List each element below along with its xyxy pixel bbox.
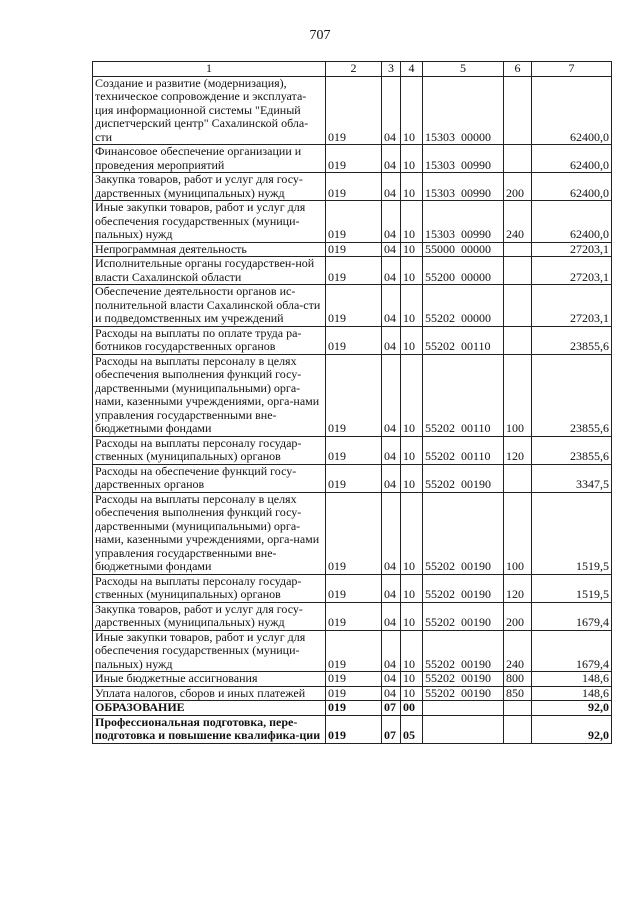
section-code-cell: 04: [382, 145, 401, 173]
amount-cell: 148,6: [532, 686, 612, 701]
expense-kind-cell: 240: [504, 630, 532, 672]
ministry-code-cell: 019: [326, 686, 382, 701]
amount-cell: 23855,6: [532, 436, 612, 464]
column-number: 5: [423, 62, 504, 77]
expense-kind-cell: [504, 76, 532, 145]
table-row: [93, 354, 612, 436]
ministry-code-cell: 019: [326, 145, 382, 173]
ministry-code-cell: 019: [326, 285, 382, 327]
ministry-code-cell: 019: [326, 464, 382, 492]
expense-name-cell: Расходы на выплаты персоналу в целях обеспечения выполнения функций госу-дарственными (муниципальными) орга-нами, казенными учреждениями, орга-нами управления государственными вне-бюджетными фондами: [93, 354, 326, 436]
target-article-cell: 55202 00110: [423, 326, 504, 354]
target-article-cell: 55202 00110: [423, 436, 504, 464]
expense-name-cell: Расходы на выплаты персоналу государ-ственных (муниципальных) органов: [93, 574, 326, 602]
subsection-code-cell: 10: [401, 145, 423, 173]
amount-cell: 23855,6: [532, 326, 612, 354]
table-row: [93, 257, 612, 285]
column-number: 1: [93, 62, 326, 77]
subsection-code-cell: 10: [401, 436, 423, 464]
target-article-cell: 15303 00990: [423, 201, 504, 243]
expense-name-cell: Исполнительные органы государствен-ной власти Сахалинской области: [93, 257, 326, 285]
expense-name-cell: Расходы на выплаты персоналу в целях обеспечения выполнения функций госу-дарственными (муниципальными) орга-нами, казенными учреждениями, орга-нами управления государственными вне-бюджетными фондами: [93, 492, 326, 574]
section-code-cell: 04: [382, 326, 401, 354]
target-article-cell: 15303 00990: [423, 145, 504, 173]
table-row: [93, 492, 612, 574]
ministry-code-cell: 019: [326, 574, 382, 602]
expense-kind-cell: 200: [504, 602, 532, 630]
table-row: [93, 602, 612, 630]
amount-cell: 62400,0: [532, 173, 612, 201]
target-article-cell: [423, 715, 504, 743]
table-row: [93, 285, 612, 327]
target-article-cell: [423, 701, 504, 716]
subsection-code-cell: 10: [401, 201, 423, 243]
expense-kind-cell: 100: [504, 492, 532, 574]
subsection-code-cell: 10: [401, 602, 423, 630]
amount-cell: 1679,4: [532, 630, 612, 672]
expense-kind-cell: 100: [504, 354, 532, 436]
amount-cell: 148,6: [532, 672, 612, 687]
ministry-code-cell: 019: [326, 326, 382, 354]
amount-cell: 1519,5: [532, 574, 612, 602]
column-number: 7: [532, 62, 612, 77]
expense-name-cell: Иные закупки товаров, работ и услуг для обеспечения государственных (муници-пальных) нужд: [93, 630, 326, 672]
section-code-cell: 04: [382, 242, 401, 257]
section-code-cell: 07: [382, 715, 401, 743]
expense-name-cell: ОБРАЗОВАНИЕ: [93, 701, 326, 716]
target-article-cell: 55202 00190: [423, 492, 504, 574]
expense-kind-cell: [504, 242, 532, 257]
amount-cell: 23855,6: [532, 354, 612, 436]
section-code-cell: 04: [382, 574, 401, 602]
ministry-code-cell: 019: [326, 76, 382, 145]
section-code-cell: 04: [382, 492, 401, 574]
expense-name-cell: Непрограммная деятельность: [93, 242, 326, 257]
section-code-cell: 04: [382, 354, 401, 436]
section-code-cell: 04: [382, 285, 401, 327]
section-code-cell: 04: [382, 602, 401, 630]
table-row: [93, 145, 612, 173]
ministry-code-cell: 019: [326, 257, 382, 285]
table-row: [93, 574, 612, 602]
column-number: 3: [382, 62, 401, 77]
amount-cell: 92,0: [532, 701, 612, 716]
expense-name-cell: Уплата налогов, сборов и иных платежей: [93, 686, 326, 701]
table-row: [93, 630, 612, 672]
subsection-code-cell: 10: [401, 492, 423, 574]
table-row: [93, 464, 612, 492]
expense-kind-cell: [504, 464, 532, 492]
subsection-code-cell: 10: [401, 672, 423, 687]
subsection-code-cell: 10: [401, 686, 423, 701]
expense-name-cell: Расходы на выплаты по оплате труда ра-ботников государственных органов: [93, 326, 326, 354]
amount-cell: 27203,1: [532, 285, 612, 327]
expense-name-cell: Иные бюджетные ассигнования: [93, 672, 326, 687]
ministry-code-cell: 019: [326, 173, 382, 201]
subsection-code-cell: 10: [401, 354, 423, 436]
ministry-code-cell: 019: [326, 492, 382, 574]
ministry-code-cell: 019: [326, 242, 382, 257]
expense-kind-cell: [504, 701, 532, 716]
subsection-code-cell: 10: [401, 285, 423, 327]
column-number: 6: [504, 62, 532, 77]
amount-cell: 62400,0: [532, 76, 612, 145]
ministry-code-cell: 019: [326, 436, 382, 464]
amount-cell: 1679,4: [532, 602, 612, 630]
section-code-cell: 04: [382, 672, 401, 687]
target-article-cell: 55202 00190: [423, 602, 504, 630]
table-row: [93, 686, 612, 701]
expense-name-cell: Обеспечение деятельности органов ис-полнительной власти Сахалинской обла-сти и подведомственных им учреждений: [93, 285, 326, 327]
expense-name-cell: Создание и развитие (модернизация), техническое сопровождение и эксплуата-ция информационной системы "Единый диспетчерский центр" Сахалинской обла-сти: [93, 76, 326, 145]
column-number: 2: [326, 62, 382, 77]
ministry-code-cell: 019: [326, 701, 382, 716]
expense-name-cell: Закупка товаров, работ и услуг для госу-дарственных (муниципальных) нужд: [93, 602, 326, 630]
table-row: [93, 201, 612, 243]
expense-kind-cell: [504, 285, 532, 327]
expense-kind-cell: 850: [504, 686, 532, 701]
subsection-code-cell: 10: [401, 630, 423, 672]
subsection-code-cell: 05: [401, 715, 423, 743]
subsection-code-cell: 10: [401, 242, 423, 257]
expense-kind-cell: 800: [504, 672, 532, 687]
subsection-code-cell: 10: [401, 257, 423, 285]
target-article-cell: 55202 00000: [423, 285, 504, 327]
amount-cell: 27203,1: [532, 257, 612, 285]
expense-name-cell: Финансовое обеспечение организации и проведения мероприятий: [93, 145, 326, 173]
table-row: [93, 436, 612, 464]
column-number: 4: [401, 62, 423, 77]
expense-kind-cell: 200: [504, 173, 532, 201]
ministry-code-cell: 019: [326, 354, 382, 436]
expense-name-cell: Расходы на обеспечение функций госу-дарственных органов: [93, 464, 326, 492]
expense-kind-cell: [504, 326, 532, 354]
subsection-code-cell: 10: [401, 76, 423, 145]
target-article-cell: 55202 00190: [423, 574, 504, 602]
ministry-code-cell: 019: [326, 201, 382, 243]
target-article-cell: 55000 00000: [423, 242, 504, 257]
section-code-cell: 04: [382, 201, 401, 243]
amount-cell: 27203,1: [532, 242, 612, 257]
target-article-cell: 15303 00990: [423, 173, 504, 201]
section-code-cell: 04: [382, 686, 401, 701]
table-row: [93, 173, 612, 201]
ministry-code-cell: 019: [326, 630, 382, 672]
expense-kind-cell: 120: [504, 574, 532, 602]
expense-kind-cell: [504, 715, 532, 743]
page-number: 707: [309, 28, 331, 43]
target-article-cell: 55202 00190: [423, 464, 504, 492]
section-code-cell: 04: [382, 173, 401, 201]
target-article-cell: 15303 00000: [423, 76, 504, 145]
subsection-code-cell: 10: [401, 326, 423, 354]
table-row: [93, 326, 612, 354]
expense-name-cell: Профессиональная подготовка, пере-подготовка и повышение квалифика-ции: [93, 715, 326, 743]
section-code-cell: 04: [382, 257, 401, 285]
amount-cell: 62400,0: [532, 145, 612, 173]
section-code-cell: 04: [382, 464, 401, 492]
target-article-cell: 55202 00190: [423, 672, 504, 687]
table-row: [93, 242, 612, 257]
expense-name-cell: Иные закупки товаров, работ и услуг для обеспечения государственных (муници-пальных) нужд: [93, 201, 326, 243]
expense-kind-cell: [504, 145, 532, 173]
column-number-row: [93, 62, 612, 77]
budget-table: [92, 61, 612, 744]
target-article-cell: 55200 00000: [423, 257, 504, 285]
expense-kind-cell: 120: [504, 436, 532, 464]
target-article-cell: 55202 00190: [423, 686, 504, 701]
amount-cell: 92,0: [532, 715, 612, 743]
table-row: [93, 701, 612, 716]
subsection-code-cell: 10: [401, 173, 423, 201]
expense-kind-cell: [504, 257, 532, 285]
section-code-cell: 04: [382, 76, 401, 145]
target-article-cell: 55202 00190: [423, 630, 504, 672]
expense-kind-cell: 240: [504, 201, 532, 243]
table-body: [93, 76, 612, 743]
amount-cell: 62400,0: [532, 201, 612, 243]
amount-cell: 3347,5: [532, 464, 612, 492]
table-row: [93, 672, 612, 687]
expense-name-cell: Закупка товаров, работ и услуг для госу-дарственных (муниципальных) нужд: [93, 173, 326, 201]
ministry-code-cell: 019: [326, 602, 382, 630]
amount-cell: 1519,5: [532, 492, 612, 574]
ministry-code-cell: 019: [326, 672, 382, 687]
ministry-code-cell: 019: [326, 715, 382, 743]
table-row: [93, 715, 612, 743]
table-row: [93, 76, 612, 145]
subsection-code-cell: 10: [401, 464, 423, 492]
target-article-cell: 55202 00110: [423, 354, 504, 436]
subsection-code-cell: 00: [401, 701, 423, 716]
section-code-cell: 07: [382, 701, 401, 716]
subsection-code-cell: 10: [401, 574, 423, 602]
section-code-cell: 04: [382, 630, 401, 672]
section-code-cell: 04: [382, 436, 401, 464]
expense-name-cell: Расходы на выплаты персоналу государ-ственных (муниципальных) органов: [93, 436, 326, 464]
